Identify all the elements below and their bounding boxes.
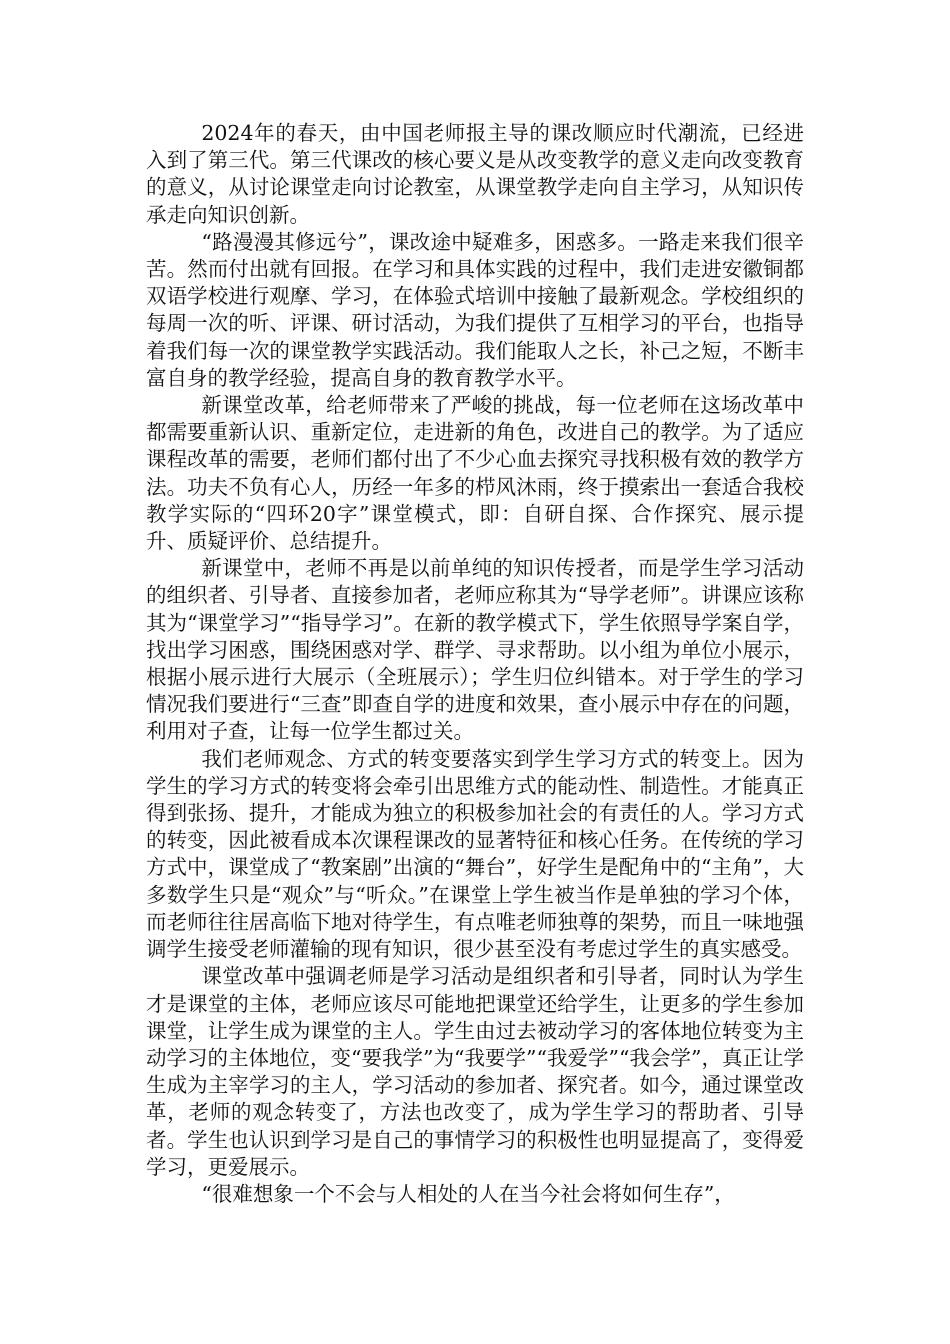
paragraph-6: 课堂改革中强调老师是学习活动是组织者和引导者，同时认为学生才是课堂的主体，老师应该尽可能地把课堂还给学生，让更多的学生参加课堂，让学生成为课堂的主人。学生由过去被动学习的客体地位转变为主动学习的主体地位，变“要我学”为“我要学”“我爱学”“我会学”，真正让学生成为主宰学习的主人，学习活动的参加者、探究者。如今，通过课堂改革，老师的观念转变了，方法也改变了，成为学生学习的帮助者、引导者。学生也认识到学习是自己的事情学习的积极性也明显提高了，变得爱学习，更爱展示。 <box>146 964 804 1179</box>
paragraph-2: “路漫漫其修远兮”，课改途中疑难多，困惑多。一路走来我们很辛苦。然而付出就有回报。在学习和具体实践的过程中，我们走进安徽铜都双语学校进行观摩、学习，在体验式培训中接触了最新观念。学校组织的每周一次的听、评课、研讨活动，为我们提供了互相学习的平台，也指导着我们每一次的课堂教学实践活动。我们能取人之长，补己之短，不断丰富自身的教学经验，提高自身的教育教学水平。 <box>146 229 804 390</box>
paragraph-5: 我们老师观念、方式的转变要落实到学生学习方式的转变上。因为学生的学习方式的转变将会牵引出思维方式的能动性、制造性。才能真正得到张扬、提升，才能成为独立的积极参加社会的有责任的人。学习方式的转变，因此被看成本次课程课改的显著特征和核心任务。在传统的学习方式中，课堂成了“教案剧”出演的“舞台”，好学生是配角中的“主角”，大多数学生只是“观众”与“听众。”在课堂上学生被当作是单独的学习个体，而老师往往居高临下地对待学生，有点唯老师独尊的架势，而且一味地强调学生接受老师灌输的现有知识，很少甚至没有考虑过学生的真实感受。 <box>146 746 804 962</box>
document-body <box>146 120 804 1208</box>
paragraph-4: 新课堂中，老师不再是以前单纯的知识传授者，而是学生学习活动的组织者、引导者、直接参加者，老师应称其为“导学老师”。讲课应该称其为“课堂学习”“指导学习”。在新的教学模式下，学生依照导学案自学，找出学习困惑，围绕困惑对学、群学、寻求帮助。以小组为单位小展示，根据小展示进行大展示（全班展示）；学生归位纠错本。对于学生的学习情况我们要进行“三查”即查自学的进度和效果，查小展示中存在的问题，利用对子查，让每一位学生都过关。 <box>146 556 804 744</box>
paragraph-7: “很难想象一个不会与人相处的人在当今社会将如何生存”， <box>201 1181 735 1206</box>
paragraph-1: 2024年的春天，由中国老师报主导的课改顺应时代潮流，已经进入到了第三代。第三代课改的核心要义是从改变教学的意义走向改变教育的意义，从讨论课堂走向讨论教室，从课堂教学走向自主学习，从知识传承走向知识创新。 <box>146 121 804 227</box>
paragraph-3: 新课堂改革，给老师带来了严峻的挑战，每一位老师在这场改革中都需要重新认识、重新定位，走进新的角色，改进自己的教学。为了适应课程改革的需要，老师们都付出了不少心血去探究寻找积极有效的教学方法。功夫不负有心人，历经一年多的栉风沐雨，终于摸索出一套适合我校教学实际的“四环20字”课堂模式，即：自研自探、合作探究、展示提升、质疑评价、总结提升。 <box>146 393 804 554</box>
